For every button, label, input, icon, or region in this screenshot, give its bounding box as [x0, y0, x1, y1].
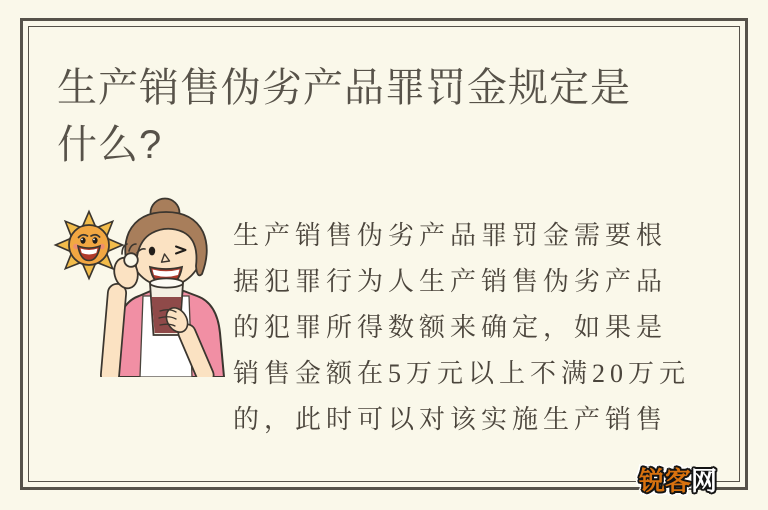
page-title-line1: 生产销售伪劣产品罪罚金规定是	[57, 66, 631, 110]
watermark-logo	[639, 461, 717, 498]
page-title-line2: 什么?	[57, 123, 163, 167]
article-line-4: 销售金额在5万元以上不满20万元	[233, 359, 691, 388]
article-body	[233, 213, 733, 443]
article-line-2: 据犯罪行为人生产销售伪劣产品	[233, 267, 668, 296]
illustration-woman-ok-sun	[53, 193, 235, 377]
article-line-3: 的犯罪所得数额来确定，如果是	[233, 313, 668, 342]
article-line-1: 生产销售伪劣产品罪罚金需要根	[233, 221, 668, 250]
article-line-5: 的，此时可以对该实施生产销售	[233, 405, 668, 434]
watermark-text-ruike: 锐客	[639, 466, 692, 496]
watermark-text-wang: 网	[691, 466, 718, 496]
woman-ok-sun-image	[53, 193, 235, 377]
page-title	[57, 60, 697, 174]
